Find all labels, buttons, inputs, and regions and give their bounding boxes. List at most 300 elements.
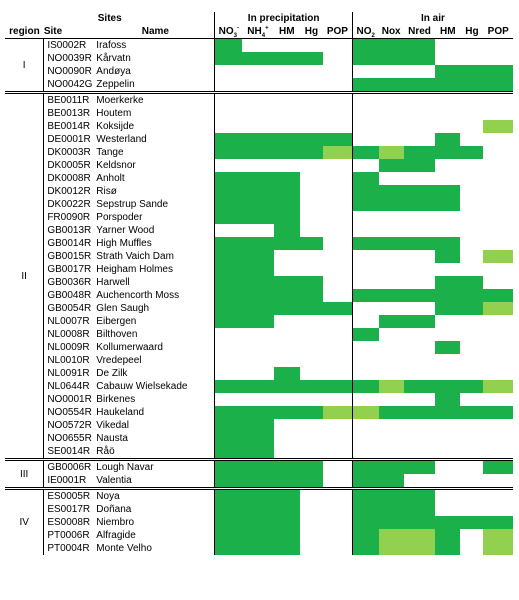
precip-status-cell (323, 432, 352, 445)
air-status-cell (352, 419, 378, 432)
air-status-cell (460, 516, 483, 529)
site-code: BE0014R (47, 121, 91, 132)
air-status-cell (404, 276, 435, 289)
site-name: De Zilk (96, 368, 128, 379)
air-status-cell (435, 211, 460, 224)
air-status-cell (352, 542, 378, 555)
air-status-cell (352, 302, 378, 315)
precip-status-cell (242, 172, 273, 185)
air-status-cell (460, 172, 483, 185)
air-status-cell (352, 250, 378, 263)
precip-status-cell (274, 489, 300, 504)
site-code: NO0001R (47, 394, 92, 405)
site-name: Moerkerke (96, 93, 215, 108)
air-status-cell (435, 65, 460, 78)
air-status-cell (352, 159, 378, 172)
air-status-cell (460, 133, 483, 146)
precip-status-cell (274, 250, 300, 263)
air-column-header: POP (487, 26, 509, 37)
precip-status-cell (300, 542, 323, 555)
precip-status-cell (274, 542, 300, 555)
air-status-cell (460, 315, 483, 328)
precip-status-cell (274, 146, 300, 159)
air-status-cell (379, 289, 404, 302)
air-status-cell (460, 489, 483, 504)
precip-status-cell (215, 224, 242, 237)
air-status-cell (483, 460, 513, 475)
precip-status-cell (323, 302, 352, 315)
table-row (5, 289, 513, 302)
site-code: BE0011R (44, 93, 96, 108)
precip-status-cell (215, 406, 242, 419)
air-status-cell (435, 432, 460, 445)
air-status-cell (483, 78, 513, 93)
table-row (5, 78, 513, 93)
site-code: IE0001R (47, 475, 87, 486)
precip-status-cell (300, 237, 323, 250)
precip-status-cell (242, 133, 273, 146)
air-status-cell (435, 542, 460, 555)
precip-status-cell (323, 52, 352, 65)
precip-status-cell (300, 133, 323, 146)
precip-status-cell (300, 276, 323, 289)
air-status-cell (404, 65, 435, 78)
precip-status-cell (300, 419, 323, 432)
air-status-cell (483, 542, 513, 555)
air-status-cell (379, 302, 404, 315)
precip-status-cell (300, 529, 323, 542)
site-code: NL0091R (47, 368, 90, 379)
site-name: Andøya (96, 66, 131, 77)
air-status-cell (460, 52, 483, 65)
site-name: Vikedal (96, 420, 129, 431)
site-code: GB0015R (47, 251, 92, 262)
site-code: GB0048R (47, 290, 92, 301)
precip-status-cell (215, 393, 242, 406)
precip-status-cell (242, 93, 273, 108)
site-name: Birkenes (96, 394, 136, 405)
air-status-cell (435, 237, 460, 250)
precip-status-cell (274, 380, 300, 393)
precip-status-cell (242, 39, 273, 53)
precip-status-cell (323, 367, 352, 380)
site-code: DK0008R (47, 173, 91, 184)
air-column-header: Nox (381, 26, 401, 37)
air-status-cell (352, 474, 378, 489)
precip-status-cell (300, 263, 323, 276)
table-row (5, 302, 513, 315)
air-status-cell (352, 341, 378, 354)
air-status-cell (460, 107, 483, 120)
air-status-cell (483, 263, 513, 276)
site-name: Houtem (96, 108, 132, 119)
air-group-header: In air (352, 12, 513, 25)
precip-status-cell (242, 302, 273, 315)
air-status-cell (379, 39, 404, 53)
air-status-cell (460, 367, 483, 380)
air-status-cell (379, 445, 404, 460)
site-name: Koksijde (96, 121, 135, 132)
air-status-cell (352, 224, 378, 237)
air-status-cell (435, 172, 460, 185)
precip-status-cell (242, 52, 273, 65)
air-status-cell (460, 474, 483, 489)
sites-group-header: Sites (97, 13, 122, 24)
precip-status-cell (300, 503, 323, 516)
precip-status-cell (215, 289, 242, 302)
precip-status-cell (300, 516, 323, 529)
precip-status-cell (323, 289, 352, 302)
precip-status-cell (215, 380, 242, 393)
precip-status-cell (215, 302, 242, 315)
air-status-cell (379, 237, 404, 250)
precip-status-cell (242, 315, 273, 328)
table-row (5, 460, 513, 475)
air-status-cell (404, 172, 435, 185)
precip-status-cell (300, 406, 323, 419)
air-status-cell (483, 65, 513, 78)
precip-status-cell (242, 503, 273, 516)
air-status-cell (404, 393, 435, 406)
air-status-cell (435, 107, 460, 120)
air-status-cell (435, 146, 460, 159)
air-status-cell (379, 211, 404, 224)
precip-status-cell (242, 393, 273, 406)
air-status-cell (352, 380, 378, 393)
table-row (5, 65, 513, 78)
precip-status-cell (300, 172, 323, 185)
precip-status-cell (274, 354, 300, 367)
precip-status-cell (274, 432, 300, 445)
air-status-cell (352, 198, 378, 211)
precip-status-cell (215, 263, 242, 276)
air-status-cell (404, 516, 435, 529)
precip-status-cell (323, 107, 352, 120)
site-name: Nausta (96, 433, 128, 444)
air-status-cell (379, 65, 404, 78)
air-status-cell (460, 341, 483, 354)
precip-status-cell (323, 406, 352, 419)
air-status-cell (404, 529, 435, 542)
precip-status-cell (300, 367, 323, 380)
air-status-cell (352, 406, 378, 419)
precip-status-cell (274, 276, 300, 289)
air-status-cell (379, 159, 404, 172)
precip-status-cell (300, 39, 323, 53)
table-row (5, 224, 513, 237)
precip-status-cell (300, 120, 323, 133)
precip-status-cell (300, 393, 323, 406)
precip-status-cell (274, 107, 300, 120)
precip-status-cell (215, 460, 242, 475)
precip-status-cell (323, 529, 352, 542)
site-code: GB0014R (47, 238, 92, 249)
precip-status-cell (274, 302, 300, 315)
table-row (5, 107, 513, 120)
air-status-cell (404, 39, 435, 53)
precip-column-header: Hg (304, 26, 319, 37)
site-code: NO0042G (47, 79, 93, 90)
table-row (5, 432, 513, 445)
precip-status-cell (274, 211, 300, 224)
air-status-cell (435, 503, 460, 516)
air-status-cell (460, 185, 483, 198)
table-row (5, 542, 513, 555)
precip-status-cell (300, 341, 323, 354)
air-status-cell (435, 78, 460, 93)
precip-column-header: $NH_4^+$ (247, 25, 269, 39)
air-status-cell (435, 419, 460, 432)
air-status-cell (460, 542, 483, 555)
air-status-cell (404, 341, 435, 354)
site-name: Kollumerwaard (96, 342, 163, 353)
table-row (5, 445, 513, 460)
precip-status-cell (300, 211, 323, 224)
air-status-cell (404, 250, 435, 263)
precip-status-cell (274, 65, 300, 78)
air-status-cell (352, 78, 378, 93)
precip-status-cell (323, 159, 352, 172)
precip-status-cell (323, 146, 352, 159)
precip-status-cell (300, 328, 323, 341)
air-status-cell (379, 93, 404, 108)
precip-status-cell (274, 516, 300, 529)
site-name: Cabauw Wielsekade (96, 381, 188, 392)
air-status-cell (352, 516, 378, 529)
site-name: Porspoder (96, 212, 143, 223)
air-status-cell (483, 276, 513, 289)
air-status-cell (483, 172, 513, 185)
site-code: ES0017R (47, 504, 91, 515)
air-status-cell (460, 263, 483, 276)
air-status-cell (460, 529, 483, 542)
air-status-cell (379, 185, 404, 198)
air-status-cell (404, 367, 435, 380)
region-label: II (5, 93, 44, 460)
precip-status-cell (215, 65, 242, 78)
precip-status-cell (242, 211, 273, 224)
air-status-cell (352, 432, 378, 445)
air-status-cell (435, 120, 460, 133)
air-status-cell (435, 341, 460, 354)
air-status-cell (404, 263, 435, 276)
site-name: Strath Vaich Dam (96, 251, 174, 262)
air-column-header: Nred (408, 26, 431, 37)
precip-status-cell (323, 315, 352, 328)
table-row (5, 367, 513, 380)
site-name: Irafoss (96, 40, 127, 51)
precip-status-cell (300, 78, 323, 93)
site-name: Westerland (96, 134, 147, 145)
table-row (5, 93, 513, 108)
precip-status-cell (215, 367, 242, 380)
air-status-cell (435, 250, 460, 263)
region-label: I (5, 39, 44, 93)
air-status-cell (379, 315, 404, 328)
air-column-header: $NO_2$ (352, 25, 378, 39)
precip-status-cell (242, 354, 273, 367)
air-status-cell (404, 315, 435, 328)
air-status-cell (483, 328, 513, 341)
table-row (5, 146, 513, 159)
air-status-cell (460, 328, 483, 341)
precip-status-cell (242, 406, 273, 419)
air-status-cell (379, 406, 404, 419)
precip-status-cell (274, 529, 300, 542)
precip-column-header: $NO_3^-$ (215, 25, 242, 39)
precip-status-cell (274, 503, 300, 516)
air-status-cell (483, 393, 513, 406)
air-status-cell (483, 159, 513, 172)
table-row (5, 211, 513, 224)
precip-status-cell (215, 146, 242, 159)
precip-status-cell (300, 159, 323, 172)
air-status-cell (460, 276, 483, 289)
air-status-cell (483, 516, 513, 529)
air-status-cell (352, 460, 378, 475)
table-row (5, 419, 513, 432)
site-code: NL0644R (47, 381, 90, 392)
air-status-cell (352, 39, 378, 53)
air-status-cell (460, 393, 483, 406)
site-code: FR0090R (47, 212, 91, 223)
air-status-cell (352, 120, 378, 133)
precip-status-cell (323, 503, 352, 516)
precip-status-cell (215, 78, 242, 93)
air-status-cell (352, 489, 378, 504)
precip-status-cell (215, 107, 242, 120)
table-row (5, 354, 513, 367)
site-code: IS0002R (47, 40, 87, 51)
air-column-header: HM (440, 26, 456, 37)
precip-status-cell (242, 542, 273, 555)
precip-status-cell (300, 224, 323, 237)
air-status-cell (460, 380, 483, 393)
site-code: NL0009R (47, 342, 90, 353)
precip-status-cell (323, 263, 352, 276)
precip-status-cell (300, 52, 323, 65)
air-status-cell (352, 133, 378, 146)
precip-status-cell (323, 445, 352, 460)
air-status-cell (483, 354, 513, 367)
precip-status-cell (242, 489, 273, 504)
site-code: DE0001R (47, 134, 91, 145)
precip-status-cell (242, 263, 273, 276)
site-code: NL0008R (47, 329, 90, 340)
air-status-cell (404, 185, 435, 198)
site-name: Noya (96, 489, 215, 504)
air-status-cell (352, 172, 378, 185)
site-code: NO0039R (47, 53, 92, 64)
air-status-cell (404, 419, 435, 432)
precip-status-cell (215, 432, 242, 445)
precip-status-cell (300, 474, 323, 489)
table-row (5, 133, 513, 146)
precip-status-cell (274, 185, 300, 198)
precip-status-cell (300, 185, 323, 198)
air-status-cell (352, 146, 378, 159)
site-code: GB0017R (47, 264, 92, 275)
air-status-cell (352, 289, 378, 302)
site-name: Vredepeel (96, 355, 142, 366)
air-status-cell (379, 276, 404, 289)
air-status-cell (460, 406, 483, 419)
site-name: Valentia (96, 475, 132, 486)
air-status-cell (435, 460, 460, 475)
air-status-cell (379, 52, 404, 65)
table-row (5, 185, 513, 198)
air-status-cell (460, 39, 483, 53)
table-row (5, 503, 513, 516)
precip-status-cell (274, 460, 300, 475)
precip-status-cell (215, 276, 242, 289)
precip-status-cell (242, 250, 273, 263)
air-status-cell (483, 367, 513, 380)
precip-status-cell (274, 419, 300, 432)
air-status-cell (483, 237, 513, 250)
site-code: BE0013R (47, 108, 91, 119)
precip-status-cell (242, 367, 273, 380)
air-status-cell (352, 445, 378, 460)
air-status-cell (352, 211, 378, 224)
site-code: DK0005R (47, 160, 91, 171)
precip-status-cell (215, 133, 242, 146)
site-name: Råö (96, 446, 115, 457)
air-status-cell (379, 146, 404, 159)
precip-status-cell (274, 120, 300, 133)
site-code: NO0655R (47, 433, 92, 444)
site-code: GB0036R (47, 277, 92, 288)
air-status-cell (404, 93, 435, 108)
name-column-header: Name (141, 26, 169, 37)
precip-status-cell (300, 93, 323, 108)
air-status-cell (483, 250, 513, 263)
air-status-cell (483, 489, 513, 504)
precip-status-cell (242, 78, 273, 93)
air-status-cell (483, 107, 513, 120)
site-code: ES0005R (44, 489, 96, 504)
precip-status-cell (300, 107, 323, 120)
air-status-cell (435, 474, 460, 489)
precip-status-cell (323, 250, 352, 263)
precip-status-cell (323, 120, 352, 133)
air-status-cell (352, 354, 378, 367)
site-name: Monte Velho (96, 543, 152, 554)
table-row (5, 406, 513, 419)
site-name: Risø (96, 186, 117, 197)
air-status-cell (435, 489, 460, 504)
air-status-cell (379, 367, 404, 380)
table-row (5, 120, 513, 133)
precip-status-cell (323, 198, 352, 211)
air-status-cell (352, 237, 378, 250)
site-name: Auchencorth Moss (96, 290, 180, 301)
table-row (5, 159, 513, 172)
air-status-cell (352, 276, 378, 289)
air-status-cell (435, 133, 460, 146)
site-code: ES0008R (47, 517, 91, 528)
air-status-cell (460, 120, 483, 133)
air-status-cell (460, 93, 483, 108)
table-row (5, 393, 513, 406)
air-status-cell (460, 237, 483, 250)
site-code: GB0006R (44, 460, 96, 475)
table-row (5, 250, 513, 263)
air-status-cell (435, 302, 460, 315)
air-status-cell (460, 224, 483, 237)
air-status-cell (404, 237, 435, 250)
site-name: Haukeland (96, 407, 145, 418)
